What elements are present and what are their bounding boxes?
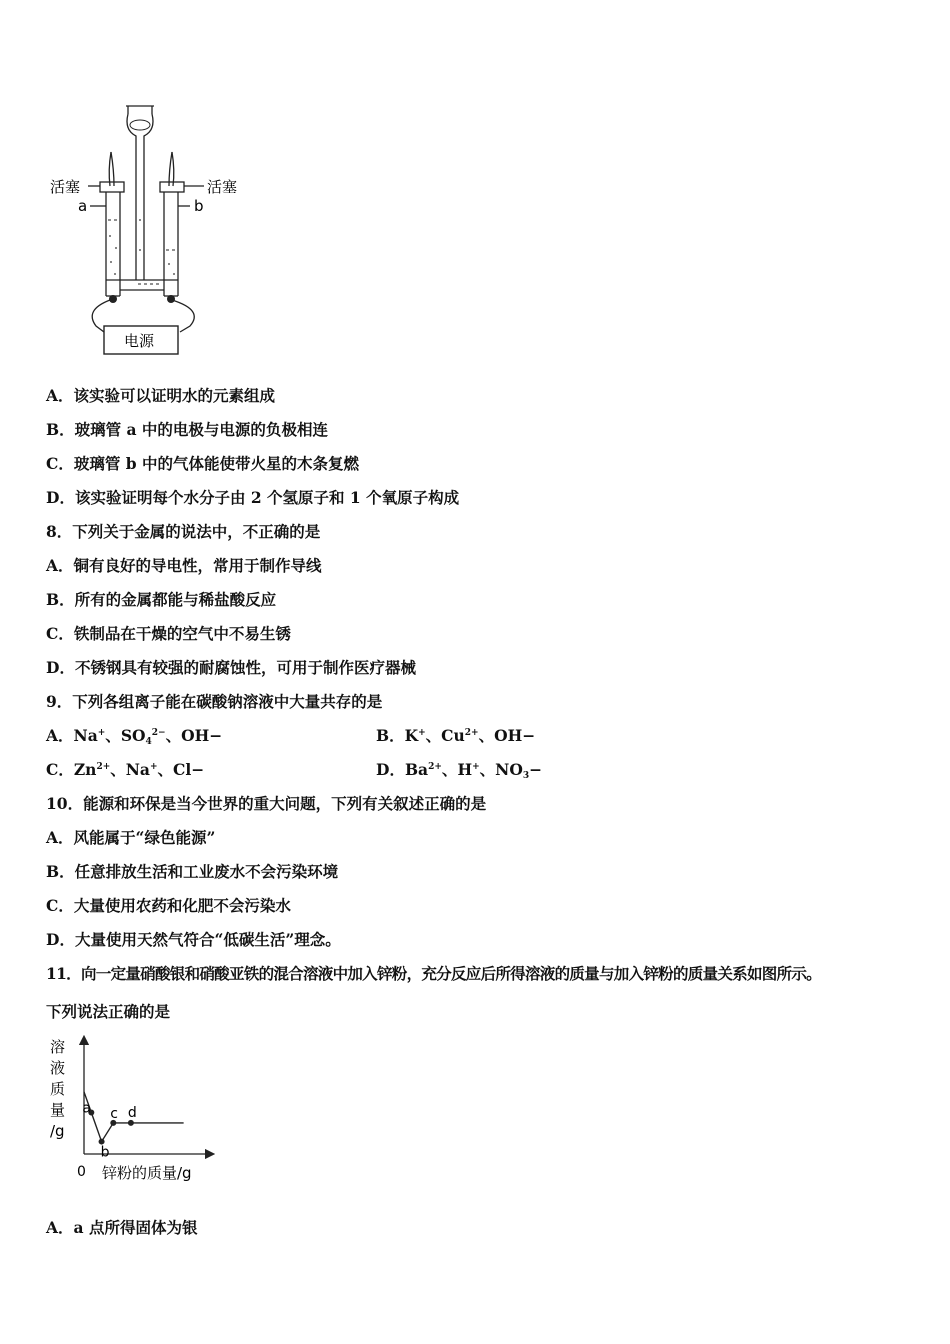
q10-option-d: D．大量使用天然气符合“低碳生活”理念。 xyxy=(46,930,341,949)
q11-stem-line2: 下列说法正确的是 xyxy=(46,1002,171,1021)
y-axis-label-char: /g xyxy=(50,1122,65,1140)
q9-option-a: A．Na+、$SO_4^{2-}$、OH− xyxy=(46,726,223,747)
right-valve-label: 活塞 xyxy=(207,178,238,196)
tube-a-label: a xyxy=(78,197,88,215)
y-axis-label-char: 液 xyxy=(50,1059,66,1077)
q11-option-a: A．a 点所得固体为银 xyxy=(46,1218,198,1237)
q9-option-b: B．K+、$Cu^{2+}$、OH− xyxy=(376,726,536,745)
solution-mass-chart xyxy=(44,1034,220,1186)
q10-option-a: A．风能属于“绿色能源” xyxy=(46,828,216,847)
tube-b-label: b xyxy=(194,197,204,215)
data-point-label-b: b xyxy=(100,1144,110,1161)
origin-label: 0 xyxy=(77,1164,86,1180)
electrolysis-apparatus-figure xyxy=(44,100,254,360)
y-axis-label-char: 质 xyxy=(50,1080,66,1098)
q10-option-b: B．任意排放生活和工业废水不会污染环境 xyxy=(46,862,339,881)
data-point-label-d: d xyxy=(127,1104,137,1121)
data-point-label-a: a xyxy=(82,1100,91,1117)
q10-stem: 10．能源和环保是当今世界的重大问题，下列有关叙述正确的是 xyxy=(46,794,487,813)
q9-option-d: D．$Ba^{2+}$、H+、$NO_3-$ xyxy=(376,760,543,781)
q11-stem-line1: 11．向一定量硝酸银和硝酸亚铁的混合溶液中加入锌粉，充分反应后所得溶液的质量与加入锌粉的质量关系如图所示。 xyxy=(46,964,821,983)
q8-option-a: A．铜有良好的导电性，常用于制作导线 xyxy=(46,556,322,575)
q8-stem: 8．下列关于金属的说法中，不正确的是 xyxy=(46,522,321,541)
q7-option-d: D．该实验证明每个水分子由 2 个氢原子和 1 个氧原子构成 xyxy=(46,488,460,507)
y-axis-label-char: 溶 xyxy=(50,1038,66,1056)
q7-option-c: C．玻璃管 b 中的气体能使带火星的木条复燃 xyxy=(46,454,359,473)
data-point-label-c: c xyxy=(110,1105,119,1122)
left-valve-label: 活塞 xyxy=(50,178,81,196)
q7-option-b: B．玻璃管 a 中的电极与电源的负极相连 xyxy=(46,420,328,439)
power-supply-label: 电源 xyxy=(124,332,155,350)
x-axis-label: 锌粉的质量/g xyxy=(102,1164,192,1182)
q9-stem: 9．下列各组离子能在碳酸钠溶液中大量共存的是 xyxy=(46,692,383,711)
q8-option-d: D．不锈钢具有较强的耐腐蚀性，可用于制作医疗器械 xyxy=(46,658,416,677)
q9-option-c: C．$Zn^{2+}$、Na+、Cl− xyxy=(46,760,205,779)
y-axis-label-char: 量 xyxy=(50,1101,66,1119)
q7-option-a: A．该实验可以证明水的元素组成 xyxy=(46,386,276,405)
q8-option-c: C．铁制品在干燥的空气中不易生锈 xyxy=(46,624,291,643)
q10-option-c: C．大量使用农药和化肥不会污染水 xyxy=(46,896,291,915)
q8-option-b: B．所有的金属都能与稀盐酸反应 xyxy=(46,590,277,609)
